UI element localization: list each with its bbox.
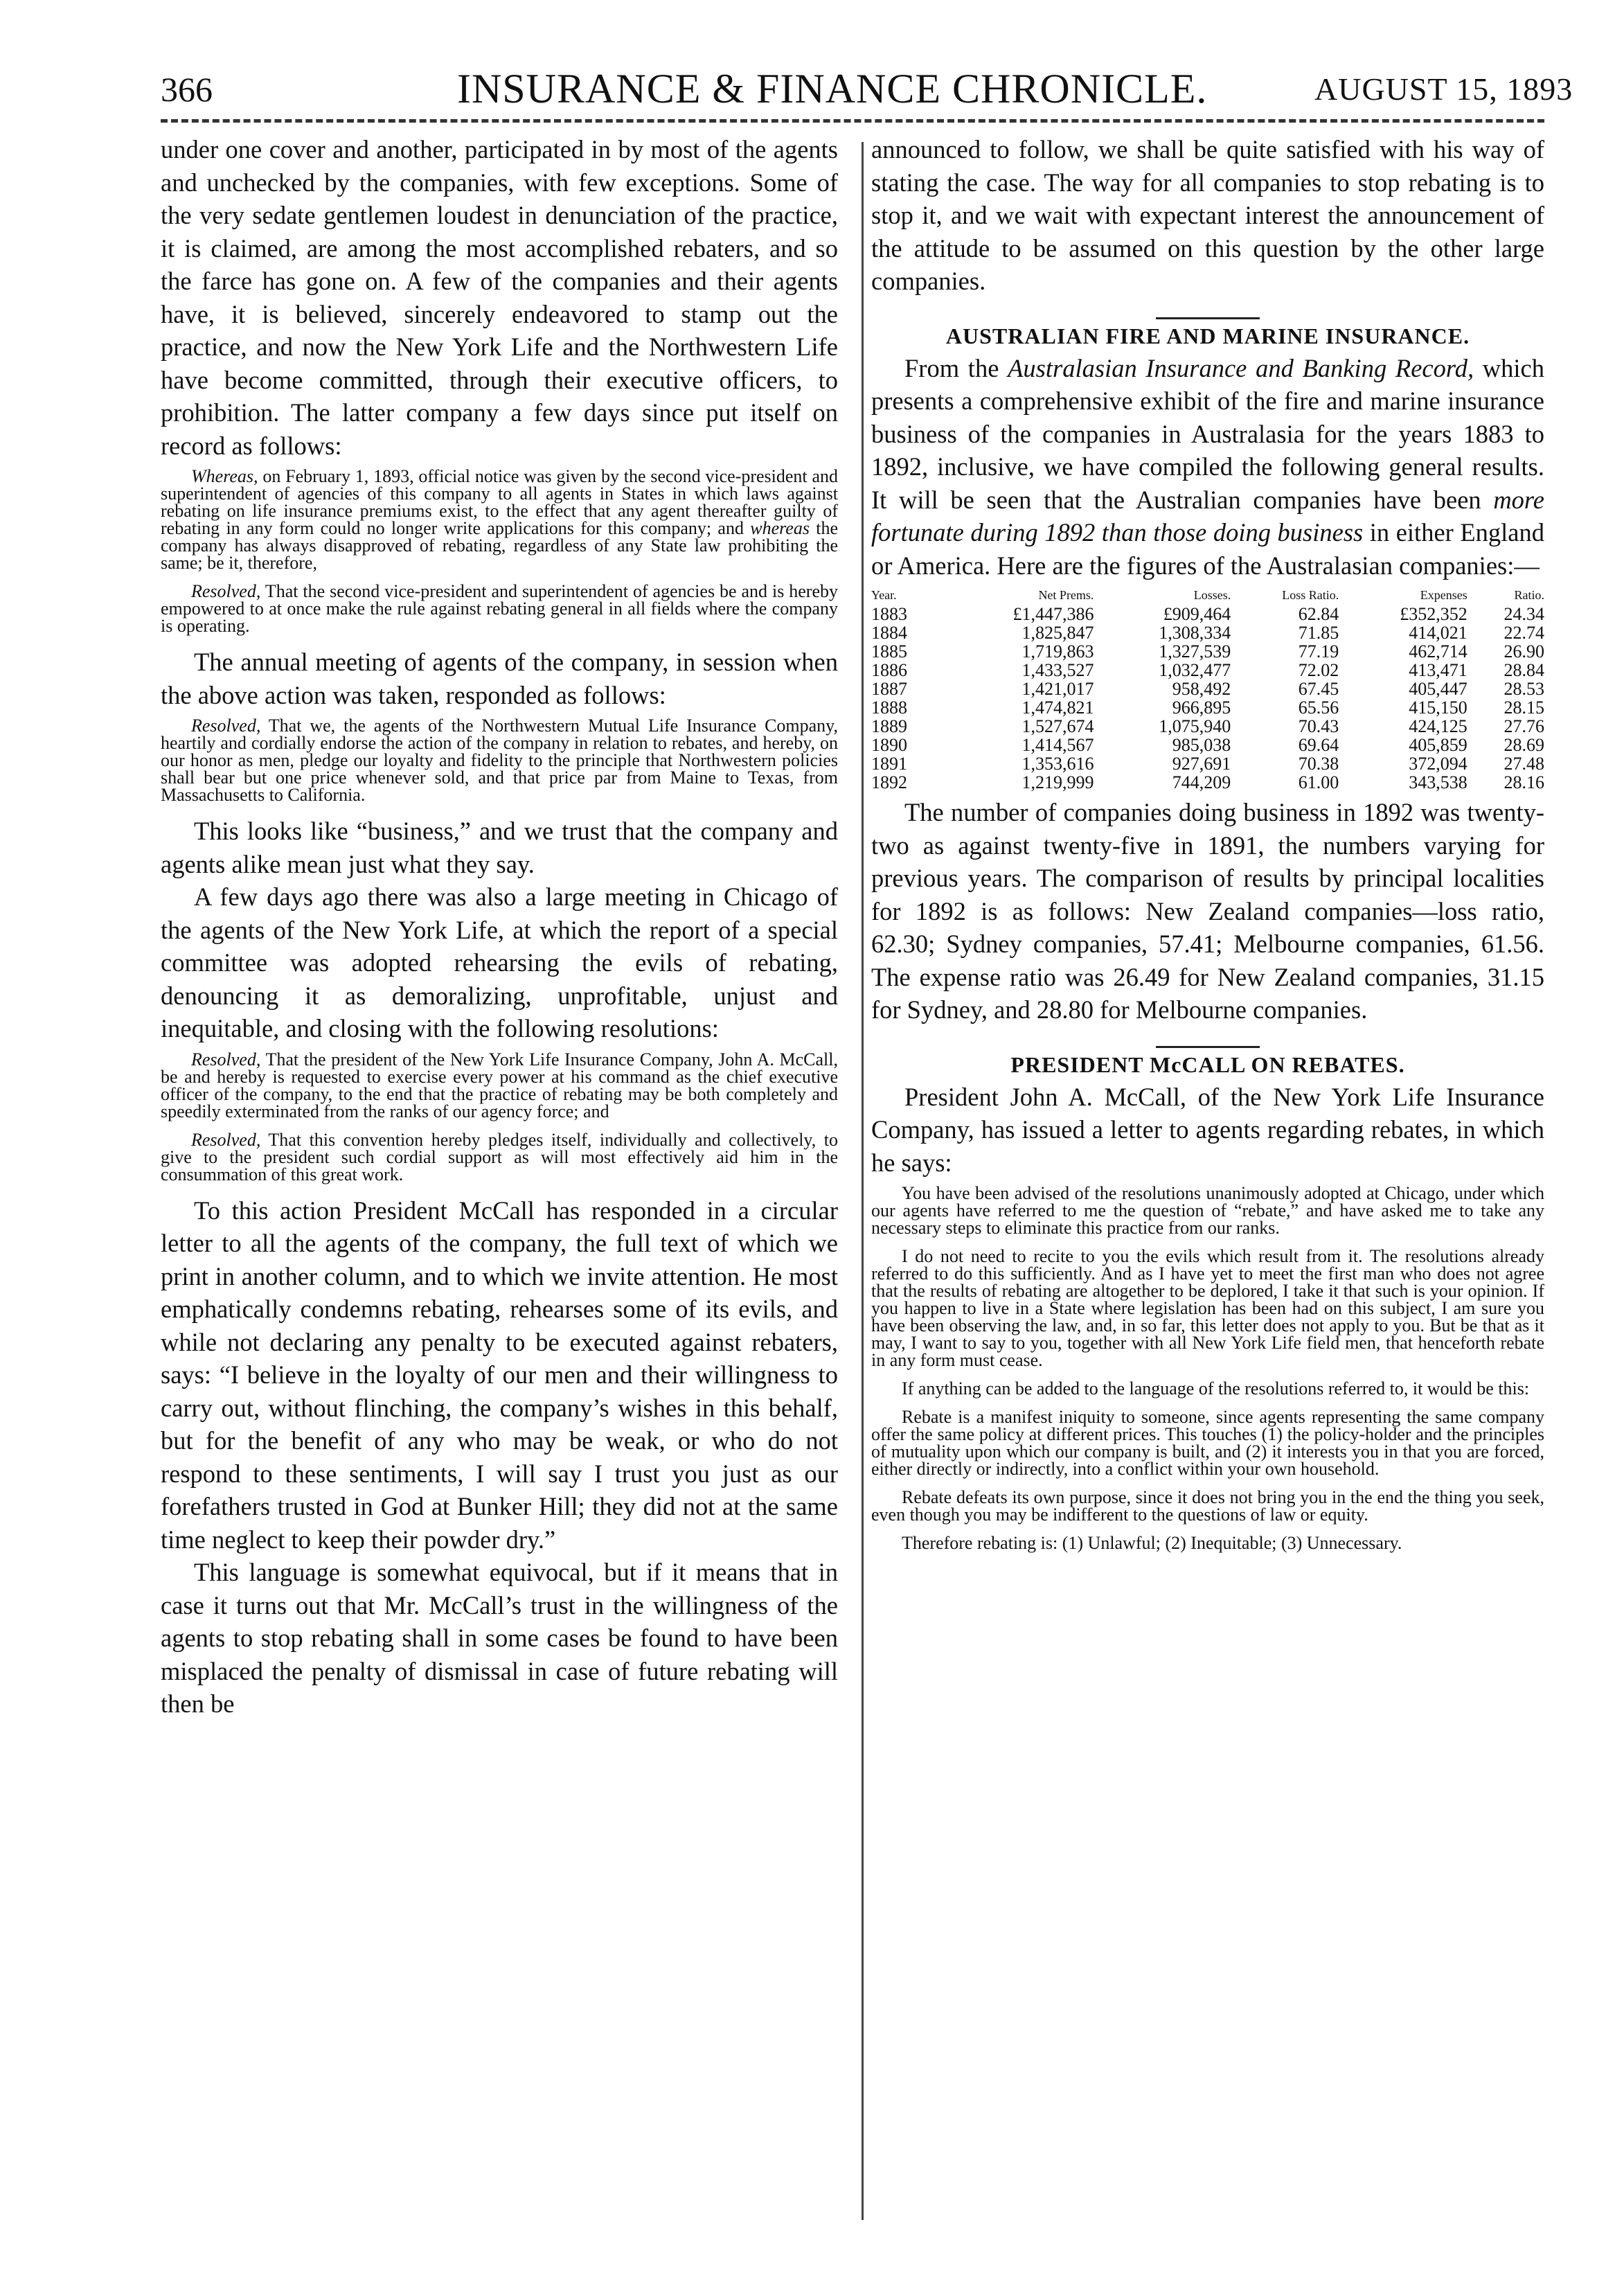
table-cell: 405,859 [1409, 735, 1467, 755]
table-cell: 61.00 [1298, 772, 1339, 792]
table-row [871, 680, 1544, 698]
table-row [871, 754, 1544, 773]
table-row [871, 698, 1544, 717]
table-cell: 1883 [871, 604, 907, 624]
text-run: which presents a comprehensive exhibit of the fire and marine insurance business of the companies in Australasia for the years 1883 to 1892, inclusive, we have compiled the following general results. It will be seen that the Australian companies have been [871, 353, 1545, 514]
quote-lead: Resolved, [191, 1129, 261, 1150]
table-cell: 70.38 [1298, 754, 1339, 774]
table-cell: 1,353,616 [1021, 754, 1094, 774]
table-cell: 343,538 [1409, 772, 1467, 792]
table-cell: 1891 [871, 754, 907, 774]
table-cell: 1,433,527 [1021, 660, 1094, 680]
text-run: From the [904, 353, 1008, 382]
table-cell: 28.69 [1503, 735, 1544, 755]
quoted-resolution [161, 583, 838, 634]
table-cell: 1889 [871, 716, 907, 736]
table-cell: 26.90 [1503, 641, 1544, 662]
table-cell: 1,219,999 [1021, 772, 1094, 792]
article-paragraph: announced to follow, we shall be quite satisfied with his way of stating the case. The way for all companies to stop rebating is to stop it, and we wait with expectant interest the announcement of the attitude to be assumed on this question by the other large companies. [871, 135, 1544, 295]
table-cell: 62.84 [1298, 604, 1339, 624]
table-row [871, 661, 1544, 680]
table-cell: 1,414,567 [1021, 735, 1094, 755]
figures-table [871, 586, 1544, 792]
quote-text: That we, the agents of the Northwestern Mutual Life Insurance Company, heartily and cordially endorse the action of the company in relation to rebates, and hereby, on our honor as men, pledge our loyalty and fidelity to the principle that Northwestern policies shall bear but one price whenever sold, and that price par from Maine to Texas, from Massachusetts to California. [161, 716, 838, 805]
left-column [161, 133, 838, 1721]
quoted-letter-paragraph: Rebate defeats its own purpose, since it does not bring you in the end the thing you seek, even though you may be indifferent to the questions of law or equity. [871, 1487, 1544, 1525]
table-cell: 28.53 [1503, 679, 1544, 699]
table-cell: 1886 [871, 660, 907, 680]
quoted-resolution [161, 717, 838, 804]
table-cell: 414,021 [1409, 623, 1467, 643]
table-cell: 927,691 [1172, 754, 1231, 774]
table-cell: 744,209 [1172, 772, 1231, 792]
table-cell: 1,075,940 [1159, 716, 1231, 736]
article-paragraph: To this action President McCall has responded in a circular letter to all the agents of the company, the full text of which we print in another column, and to which we invite attention. He most emphatically condemns rebating, rehearses some of its evils, and while not declaring any penalty to be executed against rebaters, says: “I believe in the loyalty of our men and their willingness to carry out, without flinching, the company’s wishes in this behalf, but for the benefit of any who may be weak, or who do not respond to these sentiments, I will say I trust you just as our forefathers trusted in God at Bunker Hill; they did not at the same time neglect to keep their powder dry.” [161, 1196, 838, 1554]
table-cell: 1,032,477 [1159, 660, 1231, 680]
table-cell: 405,447 [1409, 679, 1467, 699]
quoted-letter-paragraph: I do not need to recite to you the evils which result from it. The resolutions already referred to do this sufficiently. And as I have yet to meet the first man who does not agree that the results of rebating are altogether to be deplored, I take it that such is your opinion. If you happen to live in a State where legislation has been had on this subject, I am sure you have been observing the law, and, in so far, this letter does not apply to you. But be that as it may, I want to say to you, together with all New York Life field men, that henceforth rebate in any form must cease. [871, 1246, 1544, 1370]
right-column [871, 133, 1544, 1563]
table-cell: 22.74 [1503, 623, 1544, 643]
publication-name: Australasian Insurance and Banking Record, [1008, 353, 1474, 382]
column-divider [862, 142, 864, 2220]
table-cell: 1,719,863 [1021, 641, 1094, 662]
table-cell: 966,895 [1172, 698, 1231, 718]
table-cell: 24.34 [1503, 604, 1544, 624]
table-row [871, 717, 1544, 736]
quoted-letter-paragraph: Therefore rebating is: (1) Unlawful; (2) Inequitable; (3) Unnecessary. [902, 1533, 1402, 1553]
article-paragraph: This language is somewhat equivocal, but if it means that in case it turns out that Mr. McCall’s trust in the willingness of the agents to stop rebating shall in some cases be found to have been misplaced the penalty of dismissal in case of future rebating will then be [161, 1558, 838, 1718]
emphasis-text: more fortunate during 1892 than those doing business [871, 485, 1544, 547]
quote-lead: Resolved, [191, 581, 261, 601]
table-cell: 462,714 [1409, 641, 1467, 662]
article-paragraph: A few days ago there was also a large meeting in Chicago of the agents of the New York Life, at which the report of a special committee was adopted rehearsing the evils of rebating, denouncing it as demoralizing, unprofitable, unjust and inequitable, and closing with the following resolutions: [161, 882, 838, 1042]
table-cell: 1884 [871, 623, 907, 643]
quote-emphasis: whereas [750, 518, 810, 538]
table-header-row [871, 586, 1544, 605]
column-header: Net Prems. [1038, 588, 1094, 602]
article-paragraph: The number of companies doing business in 1892 was twenty-two as against twenty-five in 1891, the numbers varying for previous years. The comparison of results by principal localities for 1892 is as follows: New Zealand companies—loss ratio, 62.30; Sydney companies, 57.41; Melbourne companies, 61.56. The expense ratio was 26.49 for New Zealand companies, 31.15 for Sydney, and 28.80 for Melbourne companies. [871, 798, 1544, 1024]
table-cell: £909,464 [1163, 604, 1231, 624]
table-cell: 1887 [871, 679, 907, 699]
table-cell: 1888 [871, 698, 907, 718]
column-header: Losses. [1193, 588, 1231, 602]
table-cell: 1885 [871, 641, 907, 662]
table-cell: 28.16 [1503, 772, 1544, 792]
section-heading: PRESIDENT McCALL ON REBATES. [1010, 1051, 1405, 1077]
table-cell: 1,825,847 [1021, 623, 1094, 643]
quoted-resolution [161, 1051, 838, 1120]
table-cell: 1890 [871, 735, 907, 755]
table-cell: £352,352 [1400, 604, 1467, 624]
table-row [871, 623, 1544, 642]
table-cell: 72.02 [1298, 660, 1339, 680]
quoted-letter-paragraph: If anything can be added to the language of the resolutions referred to, it would be this: [902, 1378, 1530, 1399]
table-row [871, 736, 1544, 754]
table-row [871, 642, 1544, 661]
table-cell: 1,527,674 [1021, 716, 1094, 736]
table-cell: 1,327,539 [1159, 641, 1231, 662]
table-cell: 27.48 [1503, 754, 1544, 774]
quoted-resolution [161, 1131, 838, 1183]
issue-date: AUGUST 15, 1893 [1314, 71, 1573, 107]
quote-text: That this convention hereby pledges itself, individually and collectively, to give to the president such cordial support as will most effectively aid him in the consummation of this great work. [161, 1129, 838, 1184]
text-run: in either England or America. Here are the figures of the Australasian companies:— [871, 518, 1544, 580]
article-paragraph: under one cover and another, participated in by most of the agents and unchecked by the companies, with few exceptions. Some of the very sedate gentlemen loudest in denunciation of the practice, it is claimed, are among the most accomplished rebaters, and so the farce has gone on. A few of the companies and their agents have, it is believed, sincerely endeavored to stamp out the practice, and now the New York Life and the Northwestern Life have become committed, through their executive officers, to prohibition. The latter company a few days since put itself on record as follows: [161, 135, 838, 460]
quoted-resolution [161, 468, 838, 571]
table-cell: 413,471 [1409, 660, 1467, 680]
table-cell: 71.85 [1298, 623, 1339, 643]
quoted-letter-paragraph: Rebate is a manifest iniquity to someone, since agents representing the same company offer the same policy at different prices. This touches (1) the policy-holder and the principles of mutuality upon which our company is built, and (2) it interests you in that you are forced, either directly or indirectly, into a conflict within your own household. [871, 1407, 1544, 1479]
table-cell: £1,447,386 [1012, 604, 1094, 624]
table-cell: 28.84 [1503, 660, 1544, 680]
quote-text: That the president of the New York Life Insurance Company, John A. McCall, be and hereby is requested to exercise every power at his command as the chief executive officer of the company, to the end that the practice of rebating may be both completely and speedily exterminated from the ranks of our agency force; and [161, 1049, 838, 1121]
table-cell: 1892 [871, 772, 907, 792]
table-cell: 28.15 [1503, 698, 1544, 718]
table-row [871, 773, 1544, 792]
column-header: Year. [871, 588, 897, 602]
table-cell: 424,125 [1409, 716, 1467, 736]
quote-lead: Resolved, [191, 716, 261, 736]
table-body [871, 605, 1544, 792]
article-paragraph: President John A. McCall, of the New York Life Insurance Company, has issued a letter to agents regarding rebates, in which he says: [871, 1082, 1544, 1177]
table-cell: 69.64 [1298, 735, 1339, 755]
table-cell: 65.56 [1298, 698, 1339, 718]
table-cell: 415,150 [1409, 698, 1467, 718]
quote-lead: Whereas, [191, 466, 258, 486]
table-cell: 70.43 [1298, 716, 1339, 736]
table-cell: 1,308,334 [1159, 623, 1231, 643]
table-cell: 27.76 [1503, 716, 1544, 736]
table-cell: 1,474,821 [1021, 698, 1094, 718]
table-cell: 1,421,017 [1021, 679, 1094, 699]
article-paragraph: The annual meeting of agents of the company, in session when the above action was taken, responded as follows: [161, 648, 838, 709]
quote-text: on February 1, 1893, official notice was given by the second vice-president and superintendent of agencies of this company to all agents in States in which laws against rebating on life insurance premiums exist, to the effect that any agent thereafter guilty of rebating in any form could no longer write applications for this company; and [161, 466, 838, 538]
quote-text: the company has always disapproved of rebating, regardless of any State law prohibiting the same; be it, therefore, [161, 518, 838, 573]
table-cell: 77.19 [1298, 641, 1339, 662]
table-cell: 67.45 [1298, 679, 1339, 699]
publication-title: INSURANCE & FINANCE CHRONICLE. [457, 66, 1208, 112]
table-row [871, 605, 1544, 623]
section-rule [1156, 317, 1260, 319]
quoted-letter-paragraph: You have been advised of the resolutions unanimously adopted at Chicago, under which our agents have referred to me the question of “rebate,” and have asked me to take any necessary steps to eliminate this practice from our ranks. [871, 1183, 1544, 1238]
article-paragraph: This looks like “business,” and we trust that the company and agents alike mean just what they say. [161, 817, 838, 878]
quote-text: That the second vice-president and superintendent of agencies be and is hereby empowered to at once make the rule against rebating general in all fields where the company is operating. [161, 581, 838, 636]
column-header: Expenses [1420, 588, 1467, 602]
page-header [0, 0, 1624, 145]
table-cell: 985,038 [1172, 735, 1231, 755]
table-cell: 372,094 [1409, 754, 1467, 774]
section-heading: AUSTRALIAN FIRE AND MARINE INSURANCE. [945, 323, 1470, 348]
section-rule [1156, 1046, 1260, 1048]
column-header: Ratio. [1514, 588, 1544, 602]
article-paragraph [871, 352, 1544, 583]
table-cell: 958,492 [1172, 679, 1231, 699]
quote-lead: Resolved, [191, 1049, 261, 1069]
page-number: 366 [161, 70, 213, 109]
header-rule [161, 119, 1544, 123]
column-header: Loss Ratio. [1282, 588, 1339, 602]
